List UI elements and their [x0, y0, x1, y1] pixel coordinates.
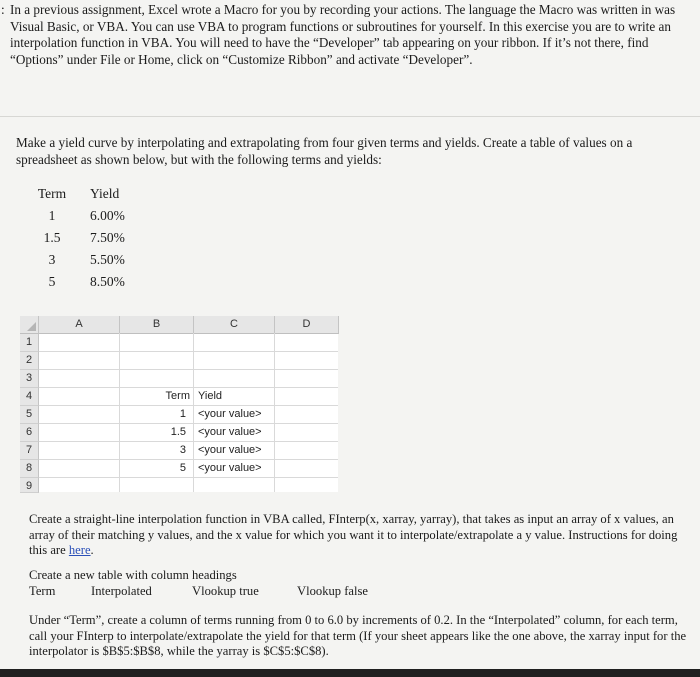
cell-b4: Term	[165, 390, 190, 402]
column-header-c: C	[194, 316, 275, 334]
final-paragraph: Under “Term”, create a column of terms running from 0 to 6.0 by increments of 0.2. In the “Interpolated” column, for each term, call your FInterp to interpolate/extrapolate the yield for that term (If your sheet appears like the one above, the xarray input for the interpolator is $B$5:$B$8, while the yarray is $C$5:$C$8).	[29, 613, 687, 658]
heading-term: Term	[29, 583, 56, 598]
instructions-link[interactable]: here	[68, 543, 91, 557]
bullet-mark: :	[1, 2, 5, 17]
row-header: 5	[20, 406, 39, 424]
instructions-end: .	[90, 543, 94, 557]
new-table-text: Create a new table with column headings	[29, 568, 237, 582]
grid-line	[193, 333, 194, 492]
column-header-a: A	[39, 316, 120, 334]
intro-paragraph	[1, 2, 690, 68]
intro-text: In a previous assignment, Excel wrote a Macro for you by recording your actions. The language the Macro was written in was Visual Basic, or VBA. You can use VBA to program functions or subroutines for yourself. In this exercise you are to write an interpolation function in VBA. You will need to have the “Developer” tab appearing on your ribbon. If it’s not there, find “Options” under File or Home, click on “Customize Ribbon” and activate “Developer”.	[10, 2, 676, 67]
grid-line	[39, 351, 338, 352]
heading-interpolated: Interpolated	[91, 583, 152, 598]
new-table-headings	[29, 584, 689, 600]
heading-vlookup-false: Vlookup false	[297, 583, 368, 598]
cell-b8: 5	[179, 462, 186, 474]
row-header: 2	[20, 352, 39, 370]
yield-value: 7.50%	[90, 230, 125, 245]
row-header: 3	[20, 370, 39, 388]
cell-c8: <your value>	[198, 462, 262, 474]
column-header-b: B	[120, 316, 194, 334]
grid-line	[39, 405, 338, 406]
grid-line	[274, 333, 275, 492]
yield-value: 5.50%	[90, 252, 125, 267]
cell-c5: <your value>	[198, 408, 262, 420]
cell-b6: 1.5	[170, 426, 186, 438]
term-header: Term	[37, 186, 67, 201]
column-header-d: D	[275, 316, 339, 334]
grid-line	[39, 441, 338, 442]
bottom-edge	[0, 669, 700, 677]
yield-value: 6.00%	[90, 208, 125, 223]
cell-c7: <your value>	[198, 444, 262, 456]
term-value: 1	[48, 208, 56, 223]
heading-vlookup-true: Vlookup true	[192, 583, 259, 598]
term-value: 1.5	[43, 230, 61, 245]
yield-header: Yield	[90, 186, 120, 201]
row-header: 8	[20, 460, 39, 478]
row-header: 6	[20, 424, 39, 442]
yield-value: 8.50%	[90, 274, 125, 289]
grid-line	[39, 423, 338, 424]
row-header: 7	[20, 442, 39, 460]
term-value: 5	[48, 274, 56, 289]
select-all-corner	[20, 316, 39, 334]
row-header: 4	[20, 388, 39, 406]
instructions-paragraph	[29, 512, 689, 559]
term-value: 3	[48, 252, 56, 267]
new-table-paragraph	[29, 568, 689, 599]
grid-line	[39, 477, 338, 478]
cell-c6: <your value>	[198, 426, 262, 438]
cell-b5: 1	[179, 408, 186, 420]
cell-b7: 3	[179, 444, 186, 456]
task-paragraph: Make a yield curve by interpolating and extrapolating from four given terms and yields. Create a table of values on a spreadsheet as shown below, but with the following terms and yields:	[16, 135, 633, 167]
spreadsheet-example	[20, 316, 338, 492]
grid-line	[39, 459, 338, 460]
instructions-text: Create a straight-line interpolation function in VBA called, FInterp(x, xarray, yarray), that takes as input an array of x values, an array of their matching y values, and the x value for which you want it to interpolate/extrapolate a y value. Instructions for doing this are	[29, 512, 678, 557]
cell-c4: Yield	[198, 390, 223, 402]
grid-line	[39, 369, 338, 370]
section-divider	[0, 116, 700, 117]
row-header: 9	[20, 478, 39, 493]
row-header: 1	[20, 334, 39, 352]
